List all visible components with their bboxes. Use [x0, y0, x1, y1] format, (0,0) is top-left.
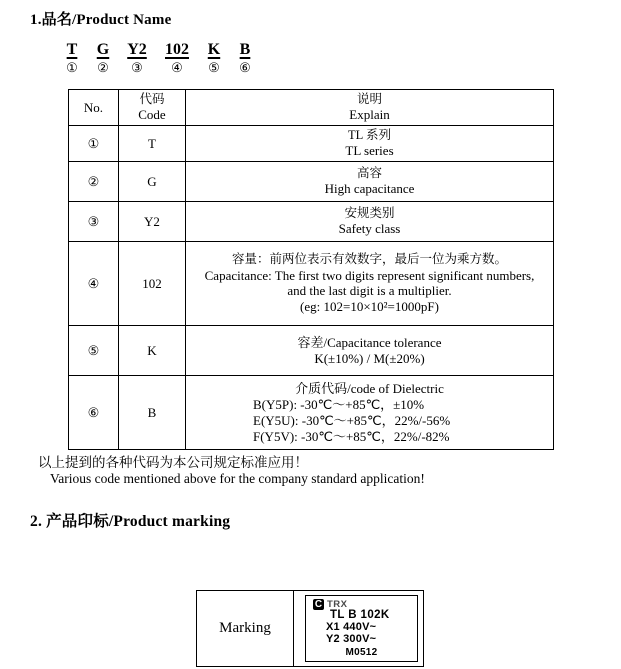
stamp-line-y2-rating: Y2 300V~ [326, 633, 377, 646]
row-code: B [119, 376, 186, 450]
header-code-en: Code [138, 107, 166, 123]
explain-line: High capacitance [324, 181, 415, 197]
header-explain [186, 90, 554, 126]
row-code: G [119, 162, 186, 202]
table-row [69, 162, 554, 202]
code-letter: Y2 [127, 41, 147, 58]
explain-line: 安规类别 [344, 206, 395, 221]
code-item [161, 41, 193, 76]
table-header-row [69, 90, 554, 126]
explain-line: B(Y5P): -30℃～+85℃，±10% [253, 396, 425, 412]
circled-number: ⑥ [239, 60, 251, 75]
stamp-line-part-number: TL B 102K [330, 608, 390, 621]
table-row [69, 202, 554, 242]
code-letter: B [239, 41, 251, 58]
header-explain-cn: 说明 [356, 92, 382, 106]
code-item [62, 41, 82, 76]
circled-number: ④ [171, 60, 183, 75]
explain-line: Safety class [338, 221, 401, 237]
marking-label: Marking [197, 590, 294, 666]
header-no: No. [69, 90, 119, 126]
section-1-heading: 1.品名/Product Name [30, 12, 172, 28]
note-en: Various code mentioned above for the company standard application! [50, 471, 425, 487]
trx-logo-icon: C [314, 598, 323, 610]
row-explain [186, 162, 554, 202]
row-explain [186, 242, 554, 326]
row-explain [186, 126, 554, 162]
row-explain [186, 202, 554, 242]
explain-line: E(Y5U): -30℃～+85℃，22%/-56% [253, 412, 451, 428]
row-no: ① [69, 126, 119, 162]
row-explain [186, 376, 554, 450]
code-item [93, 41, 113, 76]
table-row [69, 376, 554, 450]
code-letter: G [96, 41, 110, 58]
row-code: T [119, 126, 186, 162]
header-code-cn: 代码 [139, 92, 165, 106]
table-row [69, 326, 554, 376]
header-code [119, 90, 186, 126]
capacitor-stamp [305, 595, 418, 662]
product-code-line [62, 41, 621, 76]
row-no: ⑥ [69, 376, 119, 450]
code-item [235, 41, 255, 76]
explain-line: 容差/Capacitance tolerance [297, 334, 442, 350]
explain-line: 容量：前两位表示有效数字，最后一位为乘方数。 [231, 252, 507, 267]
explain-line: and the last digit is a multiplier. [287, 283, 452, 299]
stamp-line-x1-rating: X1 440V~ [326, 620, 377, 633]
brand-name: TRX [327, 598, 348, 610]
explain-line: (eg: 102=10×10²=1000pF) [300, 299, 439, 315]
row-no: ④ [69, 242, 119, 326]
row-explain [186, 326, 554, 376]
marking-stamp-cell [294, 590, 424, 666]
stamp-line-lot-code: M0512 [345, 646, 378, 658]
row-no: ⑤ [69, 326, 119, 376]
datasheet-page [0, 8, 621, 669]
circled-number: ⑤ [208, 60, 220, 75]
circled-number: ① [66, 60, 78, 75]
explain-line: 高容 [356, 166, 382, 181]
note-cn: 以上提到的各种代码为本公司规定标准应用！ [38, 455, 308, 471]
explain-line: TL 系列 [348, 128, 391, 143]
table-row [69, 126, 554, 162]
row-no: ③ [69, 202, 119, 242]
code-letter: K [207, 41, 221, 58]
explain-line: K(±10%) / M(±20%) [314, 350, 425, 366]
table-row [69, 242, 554, 326]
explain-line: F(Y5V): -30℃～+85℃，22%/-82% [253, 428, 450, 444]
section-2-heading: 2. 产品印标/Product marking [30, 512, 231, 530]
header-explain-en: Explain [349, 107, 390, 123]
row-code: 102 [119, 242, 186, 326]
code-item [204, 41, 224, 76]
explain-line: TL series [345, 143, 394, 159]
circled-number: ③ [131, 60, 143, 75]
product-marking-table [196, 590, 424, 667]
standard-application-note [38, 455, 621, 487]
code-letter: T [66, 41, 78, 58]
marking-row [197, 590, 424, 666]
code-item [124, 41, 150, 76]
code-letter: 102 [165, 41, 189, 58]
circled-number: ② [97, 60, 109, 75]
explain-line: Capacitance: The first two digits represent significant numbers, [204, 267, 535, 283]
code-explain-table [68, 89, 554, 450]
row-code: K [119, 326, 186, 376]
explain-line: 介质代码/code of Dielectric [295, 381, 444, 396]
row-code: Y2 [119, 202, 186, 242]
row-no: ② [69, 162, 119, 202]
